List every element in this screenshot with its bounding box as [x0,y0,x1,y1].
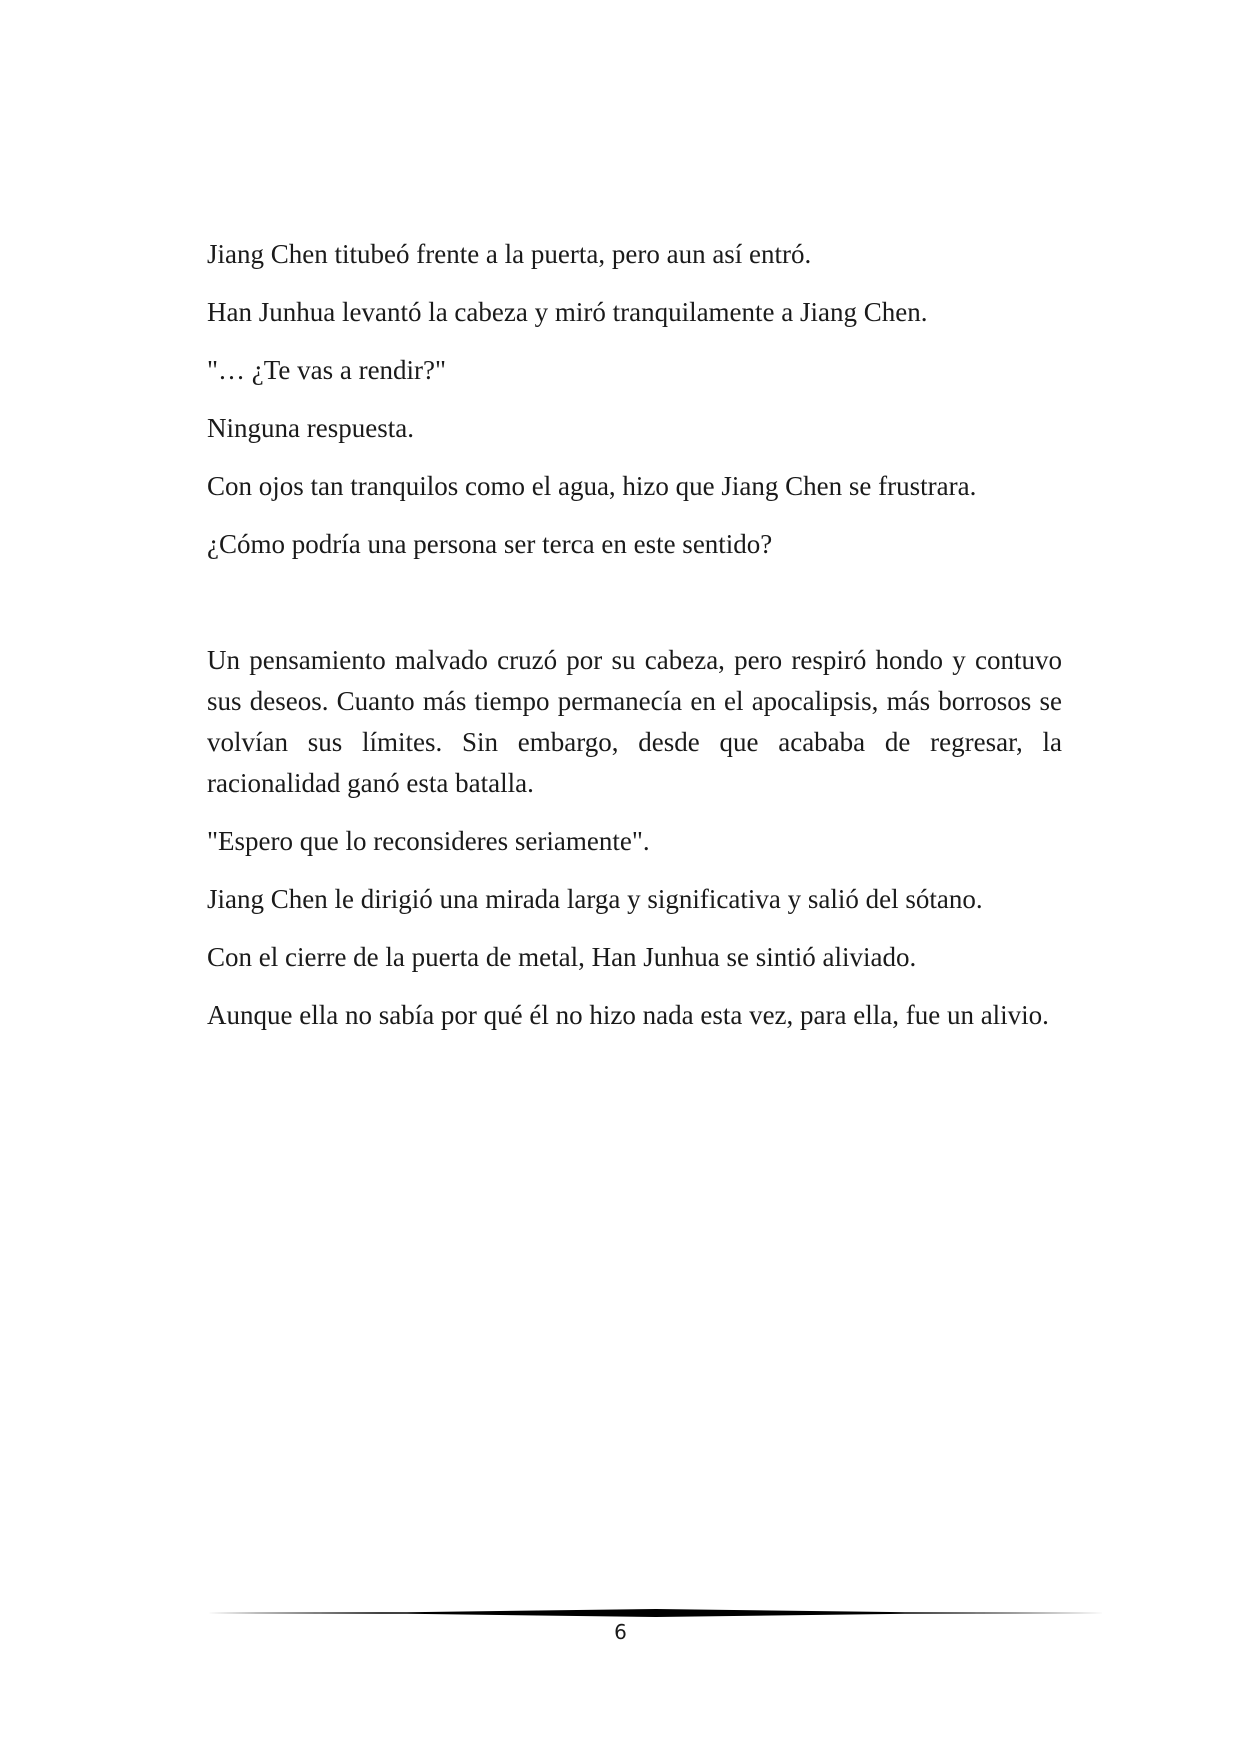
paragraph: Ninguna respuesta. [207,413,414,443]
paragraph: Un pensamiento malvado cruzó por su cabeza, pero respiró hondo y contuvo sus deseos. Cuanto más tiempo permanecía en el apocalipsis, más borrosos se volvían sus límites. Sin embargo, desde que acababa de regresar, la racionalidad ganó esta batalla. [207,645,1062,798]
paragraph: ¿Cómo podría una persona ser terca en este sentido? [207,529,773,559]
text-section-2 [207,640,1062,1053]
paragraph: Jiang Chen le dirigió una mirada larga y significativa y salió del sótano. [207,884,983,914]
paragraph: Jiang Chen titubeó frente a la puerta, pero aun así entró. [207,239,812,269]
paragraph: Aunque ella no sabía por qué él no hizo nada esta vez, para ella, fue un alivio. [207,1000,1049,1030]
paragraph: "… ¿Te vas a rendir?" [207,355,447,385]
page-number: 6 [614,1620,627,1644]
footer-divider [207,1606,1105,1620]
text-section-1 [207,234,1062,582]
paragraph: Con ojos tan tranquilos como el agua, hizo que Jiang Chen se frustrara. [207,471,977,501]
paragraph: Con el cierre de la puerta de metal, Han Junhua se sintió aliviado. [207,942,917,972]
paragraph: "Espero que lo reconsideres seriamente". [207,826,650,856]
paragraph: Han Junhua levantó la cabeza y miró tranquilamente a Jiang Chen. [207,297,928,327]
